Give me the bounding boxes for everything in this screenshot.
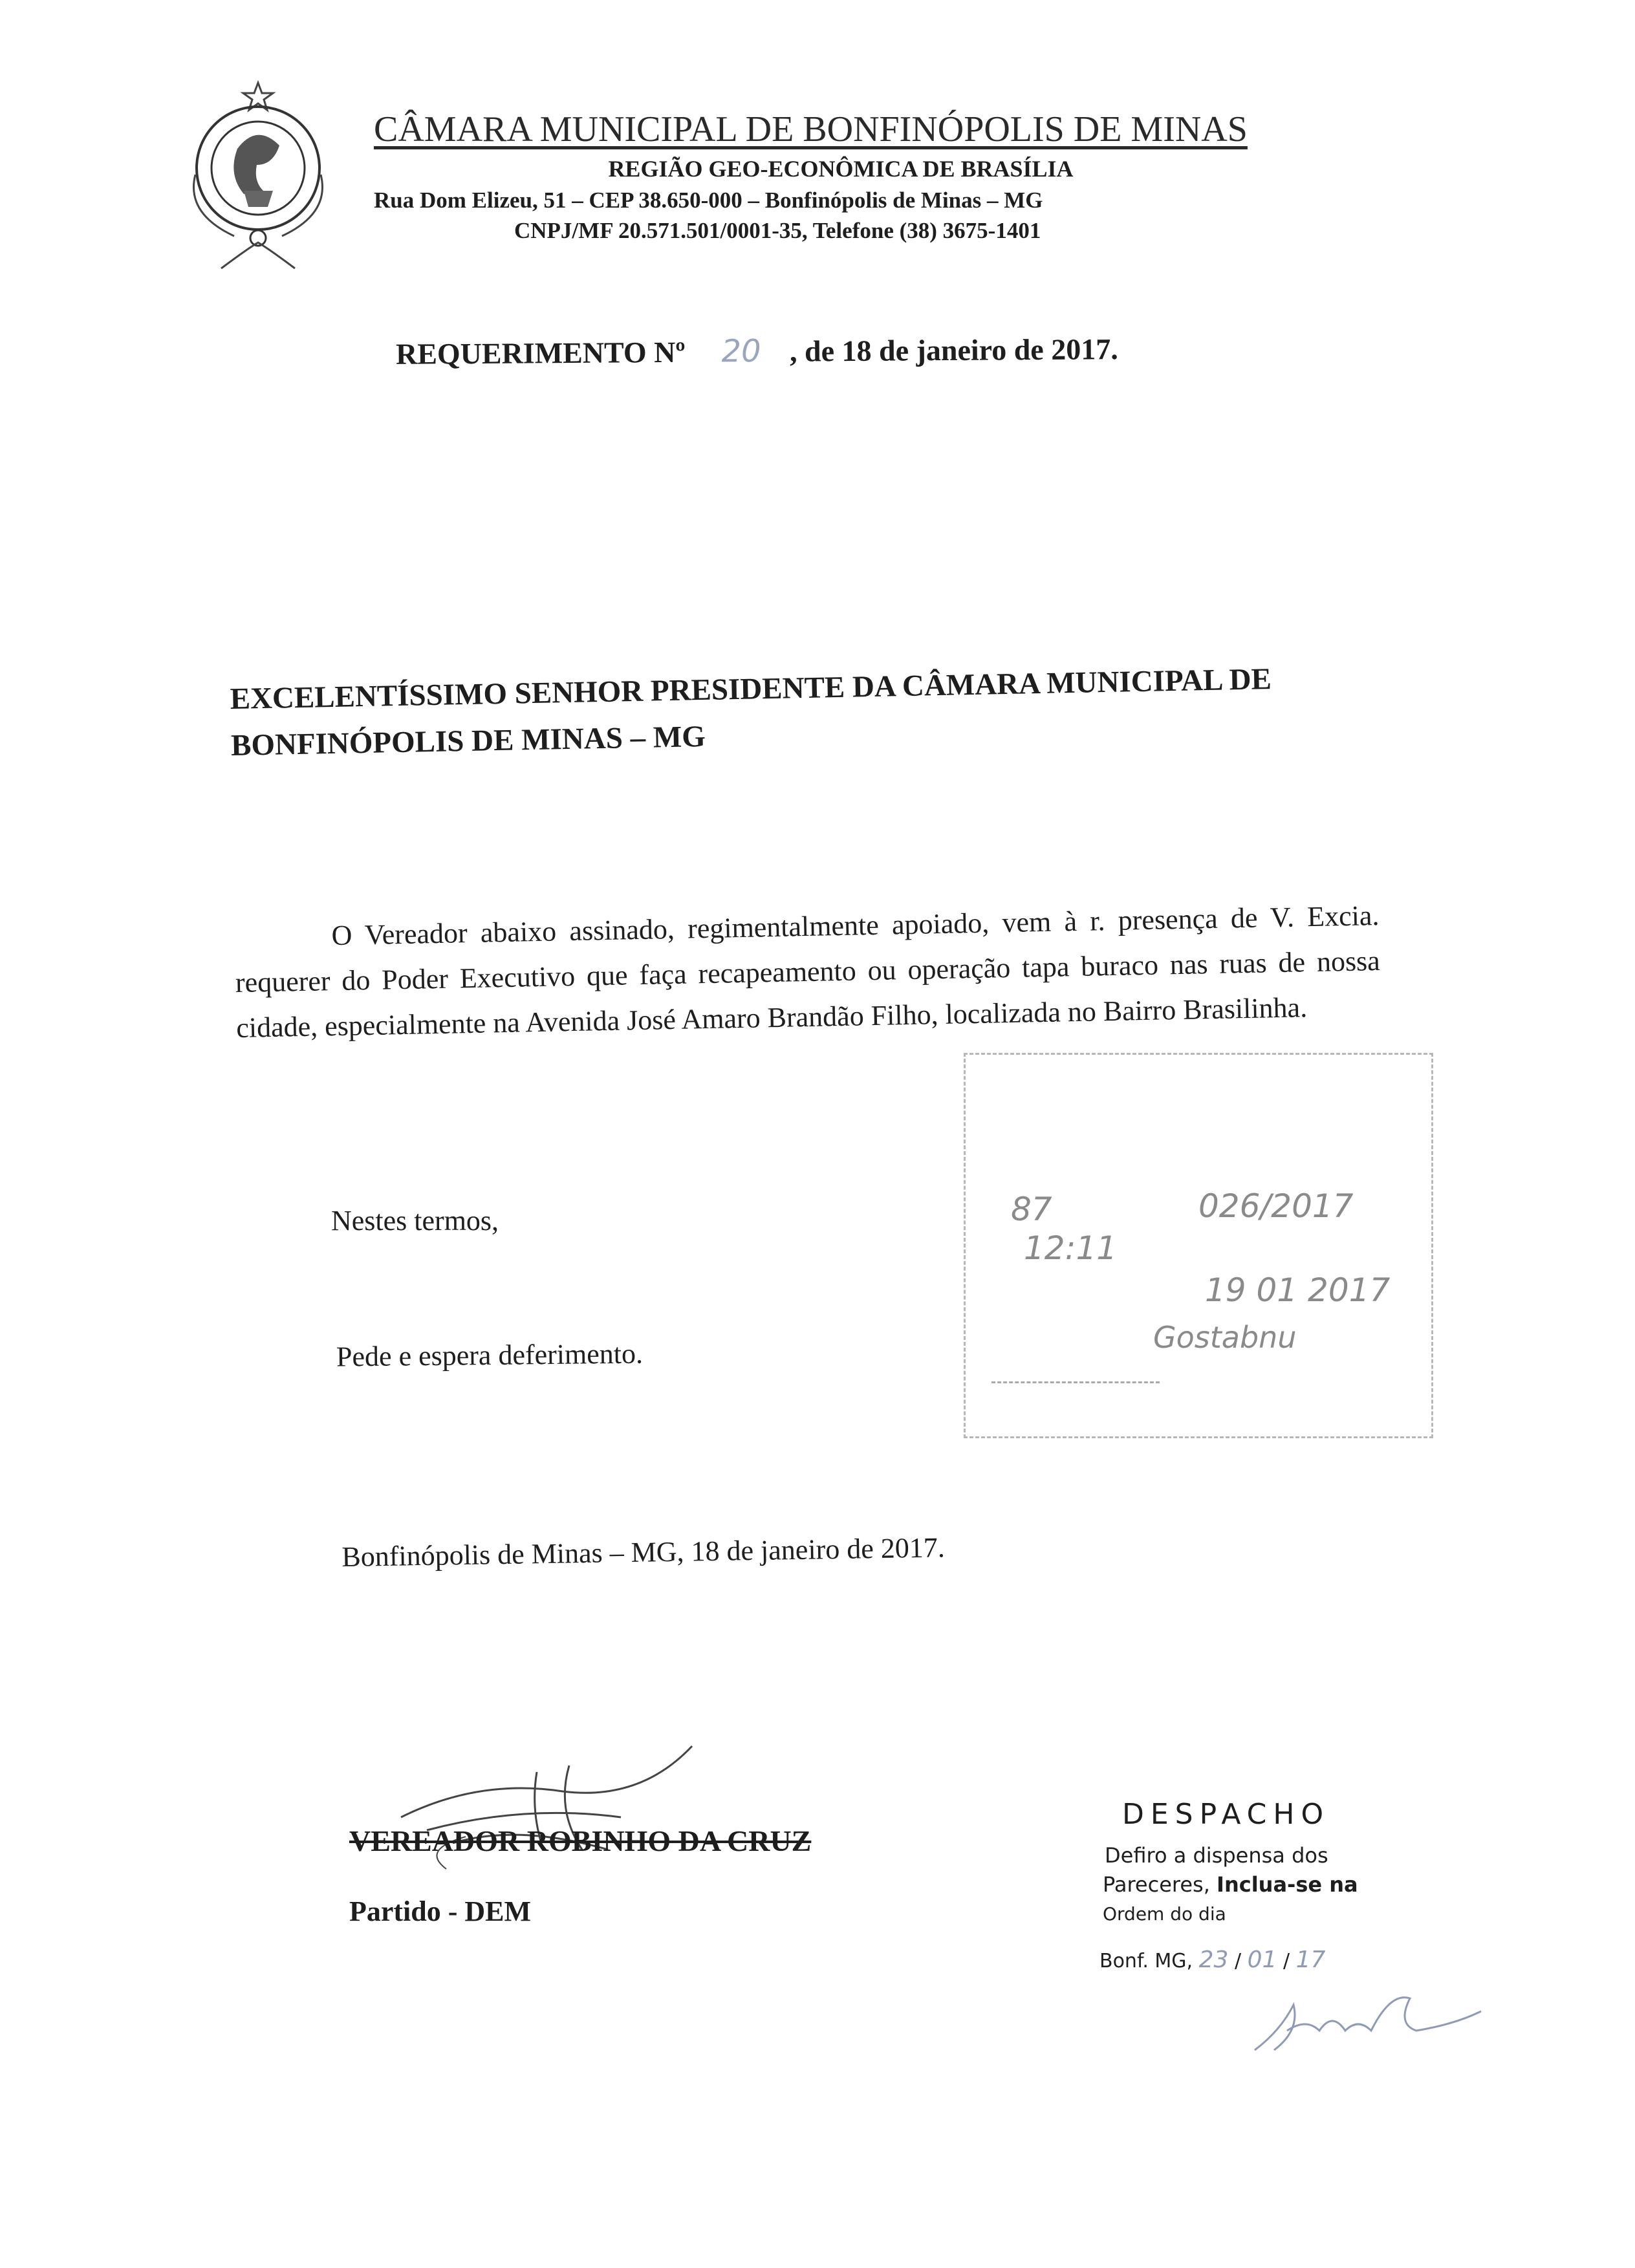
despacho-month: 01: [1247, 1947, 1277, 1973]
stamp-signature: Gostabnu: [1153, 1320, 1297, 1355]
chamber-cnpj: CNPJ/MF 20.571.501/0001-35, Telefone (38) 3675-1401: [514, 218, 1041, 243]
request-body: [234, 893, 1381, 1051]
request-heading: [396, 330, 1118, 372]
despacho-line-2a: Pareceres,: [1103, 1872, 1210, 1897]
request-date: , de 18 de janeiro de 2017.: [789, 332, 1118, 368]
councilor-party: Partido - DEM: [349, 1895, 532, 1927]
despacho-place: Bonf. MG,: [1099, 1950, 1193, 1972]
place-date: Bonfinópolis de Minas – MG, 18 de janeiro de 2017.: [341, 1531, 946, 1573]
despacho-line-2: [1103, 1872, 1358, 1897]
request-label: REQUERIMENTO Nº: [395, 335, 686, 371]
closing-request: Pede e espera deferimento.: [336, 1337, 644, 1373]
councilor-name: VEREADOR ROBINHO DA CRUZ: [349, 1824, 812, 1857]
closing-terms: Nestes termos,: [331, 1205, 499, 1237]
chamber-address: Rua Dom Elizeu, 51 – CEP 38.650-000 – Bonfinópolis de Minas – MG: [374, 188, 1043, 213]
stamp-date: 19 01 2017: [1205, 1271, 1391, 1309]
despacho-line-3: Ordem do dia: [1103, 1903, 1226, 1925]
signature-scribble-icon: [388, 1733, 698, 1882]
despacho-title: DESPACHO: [1122, 1798, 1330, 1831]
stamp-time: 12:11: [1024, 1229, 1118, 1267]
despacho-line-1: Defiro a dispensa dos: [1105, 1843, 1328, 1868]
despacho-signature-icon: [1248, 1972, 1494, 2063]
body-paragraph: O Vereador abaixo assinado, regimentalmente apoiado, vem à r. presença de V. Excia. requerer do Poder Executivo que faça recapeamento ou operação tapa buraco nas ruas de nossa cidade, especialmente na Avenida José Amaro Brandão Filho, localizada no Bairro Brasilinha.: [235, 900, 1381, 1044]
stamp-protocol: 026/2017: [1198, 1187, 1354, 1225]
request-number: 20: [721, 332, 761, 370]
protocol-stamp: [964, 1053, 1433, 1438]
despacho-year: 17: [1295, 1947, 1326, 1973]
chamber-title: CÂMARA MUNICIPAL DE BONFINÓPOLIS DE MINAS: [374, 109, 1248, 149]
addressee-line-2: BONFINÓPOLIS DE MINAS – MG: [230, 719, 706, 762]
stamp-divider: [991, 1381, 1160, 1383]
addressee: [230, 653, 1395, 769]
despacho-line-2b: Inclua-se na: [1217, 1872, 1358, 1897]
region-subtitle: REGIÃO GEO-ECONÔMICA DE BRASÍLIA: [608, 156, 1074, 182]
stamp-number: 87: [1011, 1191, 1052, 1228]
municipal-seal-icon: [169, 78, 347, 272]
despacho-day: 23: [1198, 1947, 1229, 1973]
despacho-date: Bonf. MG, 23 / 01 / 17: [1099, 1947, 1326, 1973]
addressee-line-1: EXCELENTÍSSIMO SENHOR PRESIDENTE DA CÂMARA MUNICIPAL DE: [230, 662, 1272, 716]
